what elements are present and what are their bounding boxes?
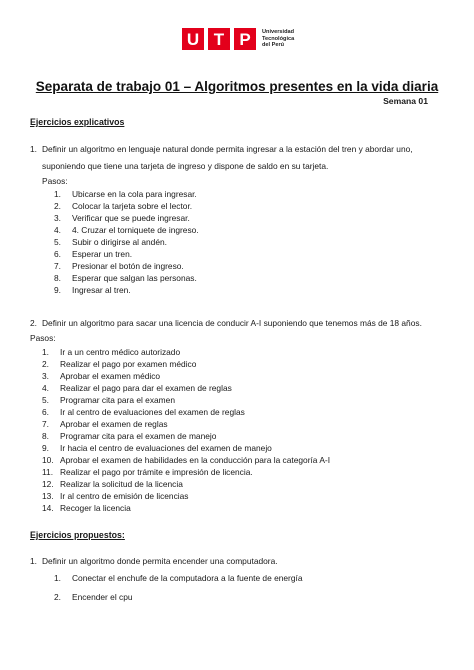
exercise-1-step-number: 4. [54,225,61,235]
exercise-1-number: 1. [30,144,37,154]
exercise-2-step-number: 14. [42,503,54,513]
logo-letter-t: T [208,28,230,50]
proposed-1-statement: Definir un algoritmo donde permita encender una computadora. [42,556,278,566]
logo-letters [182,28,256,50]
logo-letter-p: P [234,28,256,50]
exercise-2-steps-label: Pasos: [30,333,56,343]
exercise-1-step-number: 7. [54,261,61,271]
exercise-2-step-number: 7. [42,419,49,429]
exercise-2-step-text: Programar cita para el examen [60,395,175,405]
exercise-1-step-text: Colocar la tarjeta sobre el lector. [72,201,193,211]
exercise-1-step-text: Esperar un tren. [72,249,133,259]
logo-university-name [262,29,294,48]
utp-logo [182,28,294,50]
exercise-2-step-text: Aprobar el examen de habilidades en la conducción para la categoría A-I [60,455,331,465]
exercise-1-step-number: 3. [54,213,61,223]
exercise-2-step-text: Ir al centro de emisión de licencias [60,491,189,501]
section-heading-propuestos [30,530,125,540]
exercise-2-step-text: Aprobar el examen médico [60,371,161,381]
exercise-1-step-number: 1. [54,189,61,199]
exercise-2-step-text: Programar cita para el examen de manejo [60,431,217,441]
exercise-1-steps-label: Pasos: [42,176,68,186]
exercise-1-step-text: Verificar que se puede ingresar. [72,213,190,223]
exercise-1-step-number: 6. [54,249,61,259]
exercise-2-step-text: Realizar el pago por examen médico [60,359,197,369]
exercise-1-step-number: 9. [54,285,61,295]
section-heading-explicativos: Ejercicios explicativos [30,117,125,127]
exercise-2-step-text: Realizar la solicitud de la licencia [60,479,183,489]
exercise-1-step-text: Ubicarse en la cola para ingresar. [72,189,197,199]
exercise-2-step-number: 4. [42,383,49,393]
exercise-2-step-number: 8. [42,431,49,441]
section-heading-propuestos-text: Ejercicios propuestos [30,530,122,540]
exercise-1-step-text: Subir o dirigirse al andén. [72,237,167,247]
section-heading-propuestos-colon: : [121,530,125,540]
exercise-1-step-number: 2. [54,201,61,211]
exercise-2-step-number: 1. [42,347,49,357]
exercise-2-step-text: Ir a un centro médico autorizado [60,347,181,357]
exercise-2-step-text: Realizar el pago para dar el examen de reglas [60,383,232,393]
exercise-2-step-number: 3. [42,371,49,381]
exercise-1-step-text: 4. Cruzar el torniquete de ingreso. [72,225,199,235]
exercise-2-step-number: 5. [42,395,49,405]
exercise-2-step-number: 13. [42,491,54,501]
exercise-2-step-text: Realizar el pago por trámite e impresión de licencia. [60,467,253,477]
exercise-2-step-text: Ir al centro de evaluaciones del examen de reglas [60,407,245,417]
exercise-1-step-text: Esperar que salgan las personas. [72,273,197,283]
proposed-1-number: 1. [30,556,37,566]
exercise-1-step-number: 5. [54,237,61,247]
week-label: Semana 01 [383,96,428,106]
exercise-1-statement-line-2: suponiendo que tiene una tarjeta de ingreso y dispone de saldo en su tarjeta. [42,161,329,171]
logo-line-3: del Perú [262,42,285,49]
proposed-1-step-text: Conectar el enchufe de la computadora a la fuente de energía [72,573,303,583]
exercise-2-step-number: 11. [42,467,54,477]
exercise-2-step-text: Aprobar el examen de reglas [60,419,168,429]
exercise-1-step-number: 8. [54,273,61,283]
exercise-2-number: 2. [30,318,37,328]
document-title: Separata de trabajo 01 – Algoritmos presentes en la vida diaria [35,79,439,94]
exercise-2-step-text: Recoger la licencia [60,503,131,513]
exercise-1-step-text: Presionar el botón de ingreso. [72,261,184,271]
logo-line-1: Universidad [262,29,295,36]
exercise-2-step-number: 2. [42,359,49,369]
exercise-2-step-text: Ir hacia el centro de evaluaciones del examen de manejo [60,443,272,453]
exercise-2-step-number: 6. [42,407,49,417]
exercise-2-step-number: 10. [42,455,54,465]
exercise-2-statement: Definir un algoritmo para sacar una licencia de conducir A-I suponiendo que tenemos más de 18 años. [42,318,422,328]
logo-line-2: Tecnológica [262,35,295,42]
logo-letter-u: U [182,28,204,50]
exercise-1-step-text: Ingresar al tren. [72,285,131,295]
exercise-2-step-number: 9. [42,443,49,453]
proposed-1-step-number: 2. [54,592,61,602]
exercise-1-statement-line-1: Definir un algoritmo en lenguaje natural donde permita ingresar a la estación del tren y abordar uno, [42,144,413,154]
proposed-1-step-number: 1. [54,573,61,583]
exercise-2-step-number: 12. [42,479,54,489]
proposed-1-step-text: Encender el cpu [72,592,133,602]
